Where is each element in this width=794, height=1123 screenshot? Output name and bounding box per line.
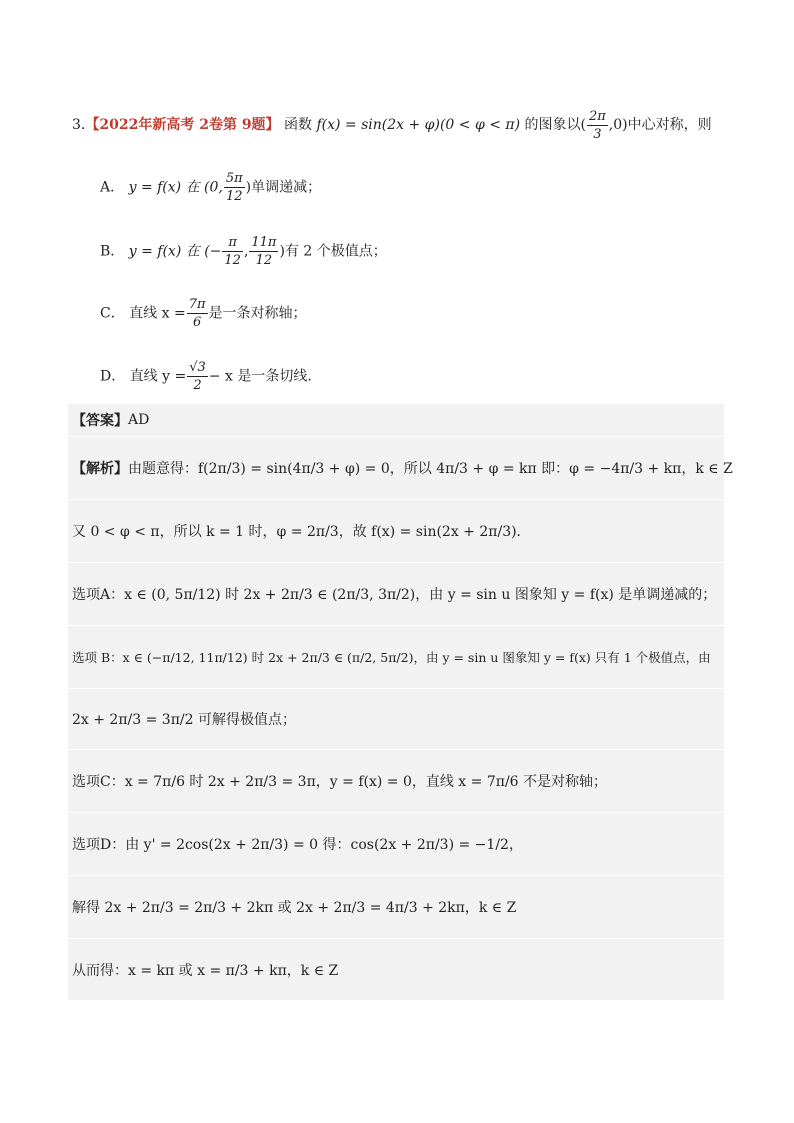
analysis-row-5 — [68, 689, 724, 749]
analysis-line-3: 选项A：x ∈ (0, 5π/12) 时 2x + 2π/3 ∈ (2π/3, 3π/2)，由 y = sin u 图象知 y = f(x) 是单调递减的； — [72, 587, 717, 603]
stem-post: ,0)中心对称，则 — [608, 117, 712, 133]
question-source: 【2022年新高考 2卷第 9题】 — [85, 117, 280, 133]
question-number: 3. — [72, 117, 86, 133]
analysis-row-4 — [68, 626, 724, 688]
answer-section — [68, 404, 733, 1000]
analysis-line-1: 由题意得：f(2π/3) = sin(4π/3 + φ) = 0，所以 4π/3 + φ = kπ 即：φ = −4π/3 + kπ，k ∈ Z — [128, 461, 733, 477]
option-d: D． 直线 y = $\frac{√3}{2}$ − x 是一条切线. — [100, 360, 312, 393]
question-stem — [72, 103, 732, 147]
option-c: C． 直线 x = $\frac{7\pi}{6}$ 是一条对称轴； — [100, 297, 307, 330]
analysis-row-8 — [68, 876, 724, 938]
analysis-row-3 — [68, 563, 724, 625]
analysis-row-6 — [68, 750, 724, 812]
analysis-row-2 — [68, 500, 724, 562]
analysis-line-9: 从而得：x = kπ 或 x = π/3 + kπ，k ∈ Z — [72, 962, 339, 979]
analysis-row-9 — [68, 939, 724, 1000]
stem-func: f(x) = sin(2x + φ)(0 < φ < π) — [316, 117, 521, 133]
analysis-row-1 — [68, 437, 733, 499]
stem-mid: 的图象以( — [524, 117, 586, 133]
stem-pre: 函数 — [284, 117, 313, 133]
center-fraction: $\frac{2\pi}{3}$ — [588, 108, 606, 142]
analysis-line-7: 选项D：由 y' = 2cos(2x + 2π/3) = 0 得：cos(2x + 2π/3) = −1/2， — [72, 837, 523, 853]
analysis-label: 【解析】 — [72, 461, 128, 477]
option-a: A． y = f(x) 在 (0, $\frac{5\pi}{12}$ )单调递减； — [100, 171, 322, 204]
answer-label: 【答案】 — [72, 413, 128, 429]
analysis-row-7 — [68, 813, 724, 875]
option-b: B． y = f(x) 在 (− $\frac{\pi}{12}$ , $\frac{11\pi}{12}$ )有 2 个极值点； — [100, 235, 387, 268]
answer-row — [68, 404, 724, 436]
analysis-line-2: 又 0 < φ < π，所以 k = 1 时，φ = 2π/3，故 f(x) = sin(2x + 2π/3)． — [72, 524, 531, 540]
analysis-line-6: 选项C：x = 7π/6 时 2x + 2π/3 = 3π，y = f(x) = 0，直线 x = 7π/6 不是对称轴； — [72, 774, 608, 790]
answer-value: AD — [128, 412, 150, 428]
analysis-line-5: 2x + 2π/3 = 3π/2 可解得极值点； — [72, 712, 296, 728]
analysis-line-8: 解得 2x + 2π/3 = 2π/3 + 2kπ 或 2x + 2π/3 = 4π/3 + 2kπ，k ∈ Z — [72, 900, 517, 916]
analysis-line-4: 选项 B：x ∈ (−π/12, 11π/12) 时 2x + 2π/3 ∈ (π/2, 5π/2)，由 y = sin u 图象知 y = f(x) 只有 1 个极值点，由 — [72, 650, 711, 665]
